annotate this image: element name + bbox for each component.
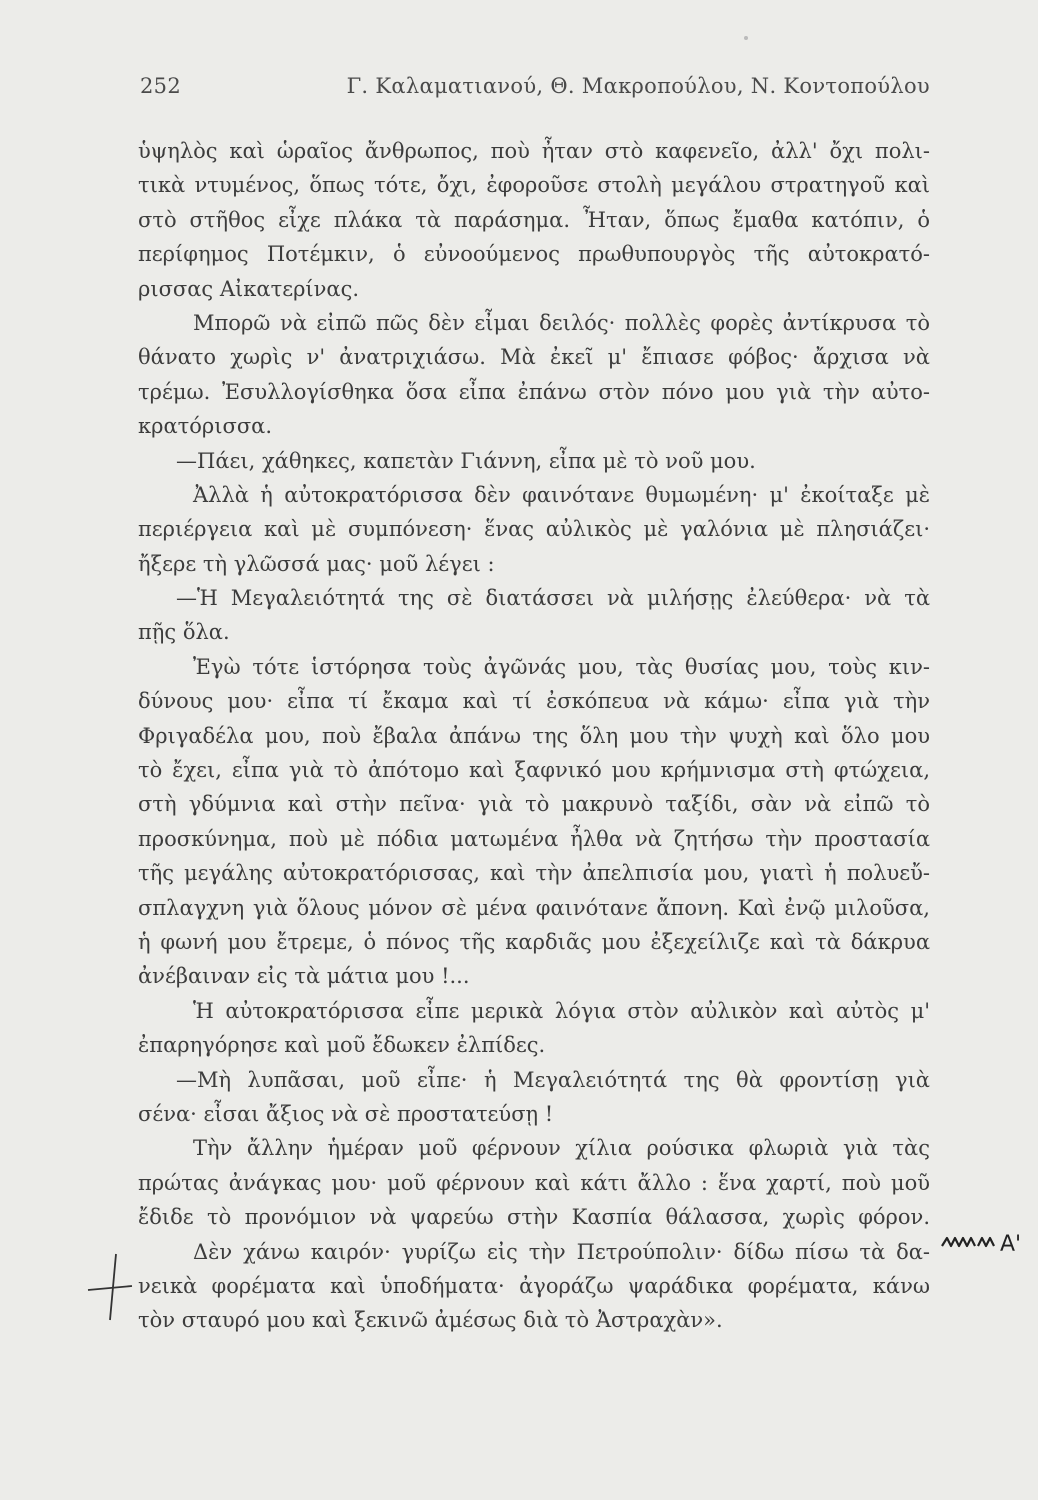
text-line: στὸ στῆθος εἶχε πλάκα τὰ παράσημα. Ἦταν, ὅπως ἔμαθα κατόπιν, ὁ	[138, 207, 930, 232]
text-line: ἐπαρηγόρησε καὶ μοῦ ἔδωκεν ἐλπίδες.	[138, 1033, 546, 1058]
text-line: περίφημος Ποτέμκιν, ὁ εὐνοούμενος πρωθυπουργὸς τῆς αὐτοκρατό-	[138, 242, 930, 267]
text-line: σπλαγχνη γιὰ ὅλους μόνον σὲ μένα φαινότανε ἄπονη. Καὶ ἐνῷ μιλοῦσα,	[138, 895, 930, 920]
text-line: θάνατο χωρὶς ν' ἀνατριχιάσω. Μὰ ἐκεῖ μ' ἔπιασε φόβος· ἄρχισα νὰ	[138, 345, 930, 370]
margin-note-text: Α'	[1000, 1232, 1022, 1257]
text-line: —Πάει, χάθηκες, καπετὰν Γιάννη, εἶπα μὲ τὸ νοῦ μου.	[176, 448, 756, 473]
text-line: ὑψηλὸς καὶ ὡραῖος ἄνθρωπος, ποὺ ἦταν στὸ καφενεῖο, ἀλλ' ὄχι πολι-	[138, 139, 930, 163]
text-line: ἡ φωνή μου ἔτρεμε, ὁ πόνος τῆς καρδιᾶς μου ἐξεχείλιζε καὶ τὰ δάκρυα	[138, 929, 930, 954]
text-line: τὸν σταυρό μου καὶ ξεκινῶ ἀμέσως διὰ τὸ Ἀστραχὰν».	[138, 1308, 723, 1333]
text-line: Τὴν ἄλλην ἡμέραν μοῦ φέρνουν χίλια ρούσικα φλωριὰ γιὰ τὰς	[193, 1136, 930, 1161]
text-line: ἤξερε τὴ γλῶσσά μας· μοῦ λέγει :	[138, 551, 495, 576]
running-head: Γ. Καλαματιανού, Θ. Μακροπούλου, Ν. Κοντοπούλου	[346, 74, 930, 98]
text-line: Ἐγὼ τότε ἱστόρησα τοὺς ἀγῶνάς μου, τὰς θυσίας μου, τοὺς κιν-	[193, 654, 930, 679]
text-line: τικὰ ντυμένος, ὅπως τότε, ὄχι, ἐφοροῦσε στολὴ μεγάλου στρατηγοῦ καὶ	[138, 173, 930, 198]
text-line: νεικὰ φορέματα καὶ ὑποδήματα· ἀγοράζω ψαράδικα φορέματα, κάνω	[138, 1273, 930, 1298]
text-line: Μπορῶ νὰ εἰπῶ πῶς δὲν εἶμαι δειλός· πολλὲς φορὲς ἀντίκρυσα τὸ	[193, 310, 930, 335]
text-line: τρέμω. Ἐσυλλογίσθηκα ὅσα εἶπα ἐπάνω στὸν πόνο μου γιὰ τὴν αὐτο-	[138, 379, 930, 404]
text-line: Φριγαδέλα μου, ποὺ ἔβαλα ἀπάνω της ὅλη μου τὴν ψυχὴ καὶ ὅλο μου	[138, 723, 930, 748]
text-line: ἀνέβαιναν εἰς τὰ μάτια μου !...	[138, 964, 470, 989]
paper-speck	[744, 36, 748, 40]
text-line: τῆς μεγάλης αὐτοκρατόρισσας, καὶ τὴν ἀπελπισία μου, γιατὶ ἡ πολυεὔ-	[138, 861, 930, 886]
text-line: ρισσας Αἰκατερίνας.	[138, 276, 360, 301]
text-line: περιέργεια καὶ μὲ συμπόνεση· ἕνας αὐλικὸς μὲ γαλόνια μὲ πλησιάζει·	[138, 517, 930, 542]
text-line: δύνους μου· εἶπα τί ἔκαμα καὶ τί ἐσκόπευα νὰ κάμω· εἶπα γιὰ τὴν	[138, 689, 930, 714]
text-line: Ἀλλὰ ἡ αὐτοκρατόρισσα δὲν φαινότανε θυμωμένη· μ' ἐκοίταξε μὲ	[193, 482, 930, 507]
text-line: —Μὴ λυπᾶσαι, μοῦ εἶπε· ἡ Μεγαλειότητά της θὰ φροντίσῃ γιὰ	[176, 1067, 930, 1092]
handwritten-margin-note	[940, 1222, 1030, 1262]
page-number: 252	[140, 74, 181, 98]
text-line: Ἡ αὐτοκρατόρισσα εἶπε μερικὰ λόγια στὸν αὐλικὸν καὶ αὐτὸς μ'	[193, 998, 930, 1023]
text-line: προσκύνημα, ποὺ μὲ πόδια ματωμένα ἦλθα νὰ ζητήσω τὴν προστασία	[138, 826, 930, 851]
text-line: ἔδιδε τὸ προνόμιον νὰ ψαρεύω στὴν Κασπία θάλασσα, χωρὶς φόρον.	[138, 1205, 930, 1230]
body-text	[138, 134, 930, 1338]
text-line: τὸ ἔχει, εἶπα γιὰ τὸ ἀπότομο καὶ ξαφνικό μου κρήμνισμα στὴ φτώχεια,	[138, 758, 930, 783]
handwritten-cross-mark	[86, 1252, 134, 1322]
text-line: πρώτας ἀνάγκας μου· μοῦ φέρνουν καὶ κάτι ἄλλο : ἕνα χαρτί, ποὺ μοῦ	[138, 1170, 930, 1195]
text-line: στὴ γδύμνια καὶ στὴν πεῖνα· γιὰ τὸ μακρυνὸ ταξίδι, σὰν νὰ εἰπῶ τὸ	[138, 792, 930, 817]
text-line: Δὲν χάνω καιρόν· γυρίζω εἰς τὴν Πετρούπολιν· δίδω πίσω τὰ δα-	[193, 1239, 930, 1264]
text-line: —Ἡ Μεγαλειότητά της σὲ διατάσσει νὰ μιλήσῃς ἐλεύθερα· νὰ τὰ	[176, 586, 930, 611]
page-header	[140, 74, 930, 106]
text-line: κρατόρισσα.	[138, 414, 273, 439]
text-line: πῇς ὅλα.	[138, 620, 230, 645]
text-line: σένα· εἶσαι ἄξιος νὰ σὲ προστατεύσῃ !	[138, 1101, 554, 1126]
